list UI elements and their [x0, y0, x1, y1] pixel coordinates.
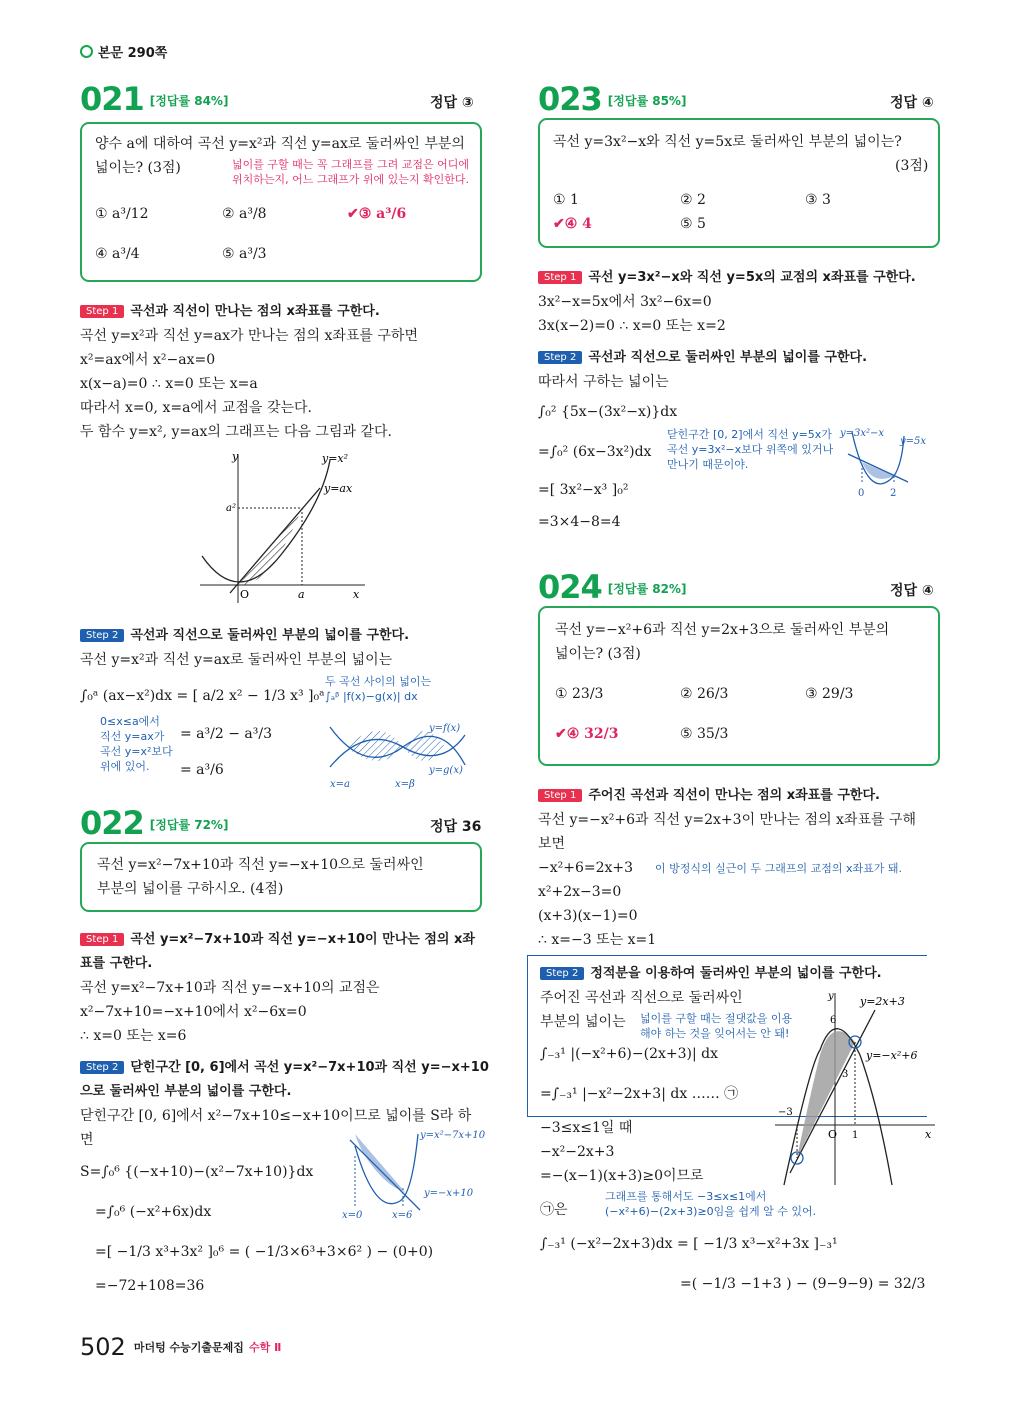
- option-1: ① a³/12: [95, 206, 149, 222]
- option-2: ② a³/8: [222, 206, 267, 222]
- hint-note: 그래프를 통해서도 −3≤x≤1에서 (−x²+6)−(2x+3)≥0임을 쉽게 알 수 있어.: [605, 1190, 817, 1218]
- q021-step2-title: Step 2 곡선과 직선으로 둘러싸인 부분의 넓이를 구한다.: [80, 624, 409, 643]
- q024-step1-title: Step 1 주어진 곡선과 직선이 만나는 점의 x좌표를 구한다.: [538, 784, 880, 803]
- solution-line: 3x²−x=5x에서 3x²−6x=0: [538, 294, 712, 310]
- q023-problem-box: [538, 118, 940, 248]
- tick-label: −3: [778, 1107, 793, 1118]
- line-label: y=2x+3: [860, 995, 905, 1008]
- curve-label: y=x²−7x+10: [420, 1130, 486, 1141]
- solution-line: x²−7x+10=−x+10에서 x²−6x=0: [80, 1004, 307, 1020]
- option-5: ⑤ a³/3: [222, 246, 267, 262]
- question-number: 023: [538, 80, 602, 118]
- solution-line: −x²−2x+3: [540, 1144, 615, 1160]
- solution-line: 곡선 y=x²−7x+10과 직선 y=−x+10의 교점은: [80, 980, 380, 996]
- curve-label: y=x²: [322, 452, 349, 465]
- q022-step1-title: Step 1 곡선 y=x²−7x+10과 직선 y=−x+10이 만나는 점의 x좌: [80, 928, 475, 947]
- bound-label: x=0: [342, 1210, 363, 1221]
- q023-step2-title: Step 2 곡선과 직선으로 둘러싸인 부분의 넓이를 구한다.: [538, 346, 867, 365]
- tick-label: 2: [890, 488, 897, 499]
- correct-rate: [정답률 82%]: [607, 582, 687, 596]
- q021-area-figure: [325, 715, 485, 790]
- solution-line: =−(x−1)(x+3)≥0이므로: [540, 1168, 704, 1184]
- solution-line: −x²+6=2x+3: [538, 860, 634, 876]
- problem-text: 곡선 y=3x²−x와 직선 y=5x로 둘러싸인 부분의 넓이는?: [553, 134, 902, 150]
- solution-line: =3×4−8=4: [538, 514, 621, 530]
- solution-line: =−72+108=36: [95, 1278, 205, 1294]
- tick-label: 6: [830, 1015, 837, 1026]
- page-footer: [80, 1333, 281, 1361]
- curve-label: y=−x²+6: [866, 1049, 918, 1062]
- solution-line: ∫₋₃¹ |(−x²+6)−(2x+3)| dx: [540, 1046, 718, 1062]
- solution-line: x(x−a)=0 ∴ x=0 또는 x=a: [80, 376, 258, 392]
- problem-text: 부분의 넓이를 구하시오. (4점): [97, 881, 284, 897]
- q023-heading: [538, 80, 686, 118]
- tick-label: 0: [858, 488, 865, 499]
- book-title: 마더텅 수능기출문제집: [133, 1341, 244, 1354]
- page-number: 502: [80, 1333, 126, 1361]
- option-4: ④ a³/4: [95, 246, 140, 262]
- solution-line: ∫₀ᵃ (ax−x²)dx = [ a/2 x² − 1/3 x³ ]₀ᵃ: [80, 688, 325, 704]
- hint-note: 넓이를 구할 때는 절댓값을 이용 해야 하는 것을 잊어서는 안 돼!: [640, 1012, 793, 1040]
- tick-label: a: [298, 588, 305, 601]
- problem-text: 곡선 y=−x²+6과 직선 y=2x+3으로 둘러싸인 부분의: [555, 622, 890, 638]
- q023-step1-title: Step 1 곡선 y=3x²−x와 직선 y=5x의 교점의 x좌표를 구한다.: [538, 266, 916, 285]
- option-4-correct: ✔④ 32/3: [555, 726, 619, 742]
- solution-line: =( −1/3 −1+3 ) − (9−9−9) = 32/3: [680, 1276, 926, 1292]
- correct-rate: [정답률 85%]: [607, 94, 687, 108]
- bound-label: x=6: [392, 1210, 413, 1221]
- hint-note: 닫힌구간 [0, 2]에서 직선 y=5x가 곡선 y=3x²−x보다 위쪽에 있거나 만나기 때문이야.: [667, 428, 834, 471]
- q023-graph: [838, 424, 948, 504]
- solution-line: = a³/2 − a³/3: [180, 726, 272, 742]
- hint-note: 넓이를 구할 때는 꼭 그래프를 그려 교점은 어디에 위치하는지, 어느 그래프가 위에 있는지 확인한다.: [232, 158, 469, 186]
- q021-answer: 정답 ③: [430, 95, 474, 111]
- bound-label: x=a: [330, 779, 350, 790]
- option-4-correct: ✔④ 4: [553, 216, 592, 232]
- q022-heading: [80, 804, 228, 842]
- solution-line: ∴ x=0 또는 x=6: [80, 1028, 187, 1044]
- tick-label: 1: [852, 1130, 859, 1141]
- solution-line: 따라서 x=0, x=a에서 교점을 갖는다.: [80, 400, 312, 416]
- q024-answer: 정답 ④: [890, 583, 934, 599]
- check-mark-icon: ✔: [555, 726, 567, 742]
- option-2: ② 2: [680, 192, 706, 208]
- axis-label-x: x: [353, 588, 360, 601]
- hint-note: 두 곡선 사이의 넓이는 ∫ₐᵝ |f(x)−g(x)| dx: [325, 675, 432, 703]
- q024-graph: [770, 985, 940, 1190]
- q024-problem-box: [538, 606, 940, 766]
- solution-line: 닫힌구간 [0, 6]에서 x²−7x+10≤−x+10이므로 넓이를 S라 하: [80, 1108, 472, 1124]
- solution-line: x²=ax에서 x²−ax=0: [80, 352, 216, 368]
- line-label: y=−x+10: [424, 1188, 474, 1199]
- solution-line: =∫₀⁶ (−x²+6x)dx: [95, 1204, 212, 1220]
- solution-line: ㉠은: [540, 1202, 568, 1218]
- option-1: ① 23/3: [555, 686, 604, 702]
- bound-label: x=β: [395, 779, 415, 790]
- solution-line: −3≤x≤1일 때: [540, 1120, 633, 1136]
- solution-line: =[ 3x²−x³ ]₀²: [538, 482, 629, 498]
- hint-note: 0≤x≤a에서 직선 y=ax가 곡선 y=x²보다 위에 있어.: [100, 715, 173, 773]
- solution-line: 보면: [538, 836, 566, 852]
- option-3-correct: ✔③ a³/6: [347, 206, 407, 222]
- line-label: y=ax: [324, 482, 353, 495]
- solution-line: 면: [80, 1132, 94, 1148]
- solution-line: ∫₋₃¹ (−x²−2x+3)dx = [ −1/3 x³−x²+3x ]₋₃¹: [540, 1236, 838, 1252]
- q022-graph: [340, 1126, 500, 1226]
- curve-label: y=f(x): [429, 723, 461, 734]
- option-3: ③ 3: [805, 192, 831, 208]
- option-5: ⑤ 5: [680, 216, 706, 232]
- check-mark-icon: ✔: [553, 216, 565, 232]
- option-3: ③ 29/3: [805, 686, 854, 702]
- tick-label: a²: [226, 503, 236, 514]
- solution-line: ∫₀² {5x−(3x²−x)}dx: [538, 404, 678, 420]
- solution-line: 3x(x−2)=0 ∴ x=0 또는 x=2: [538, 318, 726, 334]
- axis-label-y: y: [232, 450, 239, 463]
- solution-line: S=∫₀⁶ {(−x+10)−(x²−7x+10)}dx: [80, 1164, 314, 1180]
- q021-problem-box: [80, 122, 482, 282]
- solution-line: = a³/6: [180, 762, 224, 778]
- curve-label: y=g(x): [429, 765, 463, 776]
- q022-step2-title: Step 2 닫힌구간 [0, 6]에서 곡선 y=x²−7x+10과 직선 y=−x+10: [80, 1056, 489, 1075]
- check-mark-icon: ✔: [347, 206, 359, 222]
- solution-line: =∫₀² (6x−3x²)dx: [538, 444, 652, 460]
- option-5: ⑤ 35/3: [680, 726, 729, 742]
- problem-text: 양수 a에 대하여 곡선 y=x²과 직선 y=ax로 둘러싸인 부분의: [95, 136, 465, 152]
- q023-answer: 정답 ④: [890, 95, 934, 111]
- solution-line: 따라서 구하는 넓이는: [538, 374, 669, 390]
- subject-label: 수학 Ⅱ: [249, 1341, 282, 1354]
- solution-line: 곡선 y=−x²+6과 직선 y=2x+3이 만나는 점의 x좌표를 구해: [538, 812, 917, 828]
- problem-text: 곡선 y=x²−7x+10과 직선 y=−x+10으로 둘러싸인: [97, 857, 424, 873]
- solution-line: 두 함수 y=x², y=ax의 그래프는 다음 그림과 같다.: [80, 424, 392, 440]
- question-number: 022: [80, 804, 144, 842]
- option-2: ② 26/3: [680, 686, 729, 702]
- q021-step1-title: Step 1 곡선과 직선이 만나는 점의 x좌표를 구한다.: [80, 300, 380, 319]
- tick-label: 3: [842, 1069, 849, 1080]
- correct-rate: [정답률 84%]: [149, 94, 229, 108]
- correct-rate: [정답률 72%]: [149, 818, 229, 832]
- problem-text: 넓이는? (3점): [95, 160, 181, 176]
- origin-label: O: [240, 588, 250, 601]
- solution-line: ∴ x=−3 또는 x=1: [538, 932, 657, 948]
- origin-label: O: [828, 1128, 838, 1141]
- axis-label-x: x: [925, 1128, 932, 1141]
- solution-line: 곡선 y=x²과 직선 y=ax가 만나는 점의 x좌표를 구하면: [80, 328, 418, 344]
- q021-heading: [80, 80, 228, 118]
- circle-bullet-icon: [80, 45, 93, 58]
- line-label: y=5x: [900, 436, 927, 447]
- axis-label-y: y: [828, 991, 834, 1002]
- q024-heading: [538, 568, 686, 606]
- hint-note: 이 방정식의 실근이 두 그래프의 교점의 x좌표가 돼.: [655, 862, 903, 875]
- problem-text: (3점): [895, 158, 929, 174]
- question-number: 021: [80, 80, 144, 118]
- solution-line: x²+2x−3=0: [538, 884, 622, 900]
- solution-line: 곡선 y=x²과 직선 y=ax로 둘러싸인 부분의 넓이는: [80, 652, 393, 668]
- problem-text: 넓이는? (3점): [555, 646, 641, 662]
- region-label: S: [374, 1175, 383, 1189]
- q024-step2-title: Step 2 정적분을 이용하여 둘러싸인 부분의 넓이를 구한다.: [540, 962, 882, 981]
- solution-line: (x+3)(x−1)=0: [538, 908, 638, 924]
- option-1: ① 1: [553, 192, 579, 208]
- curve-label: y=3x²−x: [840, 428, 885, 439]
- solution-line: 주어진 곡선과 직선으로 둘러싸인: [540, 990, 743, 1006]
- q021-graph: [190, 448, 380, 608]
- solution-line: =∫₋₃¹ |−x²−2x+3| dx …… ㉠: [540, 1086, 739, 1102]
- q022-answer: 정답 36: [430, 819, 482, 835]
- q022-problem-box: [80, 842, 482, 912]
- solution-line: 부분의 넓이는: [540, 1014, 626, 1030]
- solution-line: =[ −1/3 x³+3x² ]₀⁶ = ( −1/3×6³+3×6² ) − (0+0): [95, 1244, 434, 1260]
- question-number: 024: [538, 568, 602, 606]
- page-reference: 본문 290쪽: [80, 42, 167, 61]
